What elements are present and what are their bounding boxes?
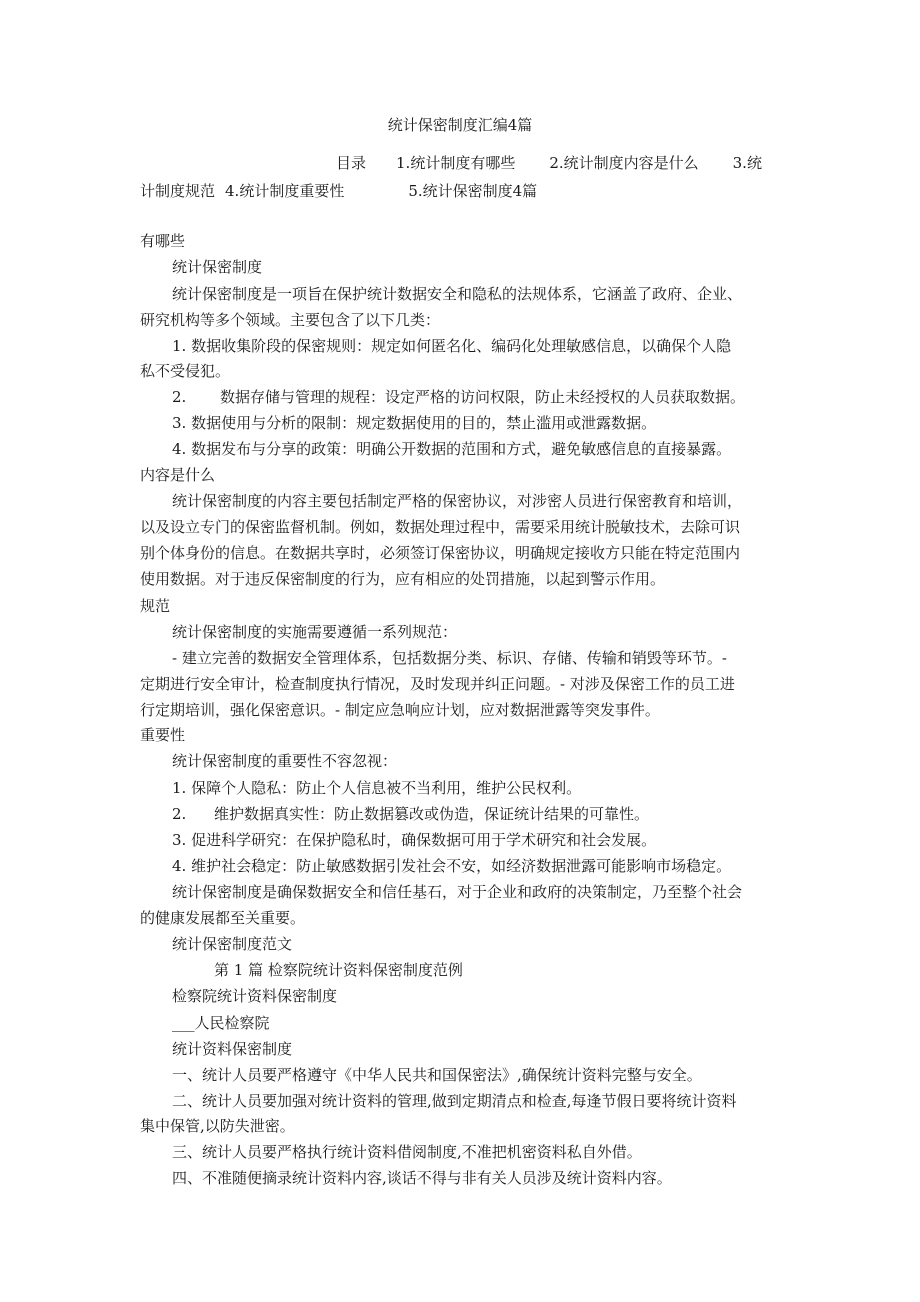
rule-item-cont: 集中保管,以防失泄密。 <box>140 1117 295 1135</box>
section-heading: 规范 <box>140 597 171 615</box>
section-heading: 统计保密制度范文 <box>172 935 293 953</box>
paragraph-line: 统计保密制度是一项旨在保护统计数据安全和隐私的法规体系，它涵盖了政府、企业、 <box>172 285 743 303</box>
section-heading: 有哪些 <box>140 232 186 250</box>
rule-item: 二、统计人员要加强对统计资料的管理,做到定期清点和检查,每逢节假日要将统计资料 <box>172 1092 737 1110</box>
paragraph-line: 定期进行安全审计，检查制度执行情况，及时发现并纠正问题。- 对涉及保密工作的员工进 <box>140 675 735 693</box>
list-item: 数据存储与管理的规程：设定严格的访问权限，防止未经授权的人员获取数据。 <box>220 388 746 406</box>
toc-label: 目录 <box>336 154 367 172</box>
list-item: 1. 保障个人隐私：防止个人信息被不当利用，维护公民权利。 <box>172 779 582 797</box>
list-item: 维护数据真实性：防止数据篡改或伪造，保证统计结果的可靠性。 <box>214 805 650 823</box>
rule-item: 三、统计人员要严格执行统计资料借阅制度,不准把机密资料私自外借。 <box>172 1143 642 1161</box>
list-item: 4. 维护社会稳定：防止敏感数据引发社会不安，如经济数据泄露可能影响市场稳定。 <box>172 857 732 875</box>
paragraph-line: 统计保密制度的实施需要遵循一系列规范： <box>172 623 458 641</box>
toc-item-5[interactable]: 5.统计保密制度4篇 <box>408 182 538 200</box>
toc-line-1 <box>336 153 762 173</box>
list-item: 4. 数据发布与分享的政策：明确公开数据的范围和方式，避免敏感信息的直接暴露。 <box>172 440 732 458</box>
paragraph-line: 别个体身份的信息。在数据共享时，必须签订保密协议，明确规定接收方只能在特定范围内 <box>140 544 741 562</box>
rule-item: 四、不准随便摘录统计资料内容,谈话不得与非有关人员涉及统计资料内容。 <box>172 1169 672 1187</box>
toc-line-2 <box>140 181 537 201</box>
paragraph-line: 统计保密制度的内容主要包括制定严格的保密协议，对涉密人员进行保密教育和培训， <box>172 492 743 510</box>
toc-item-3-cont[interactable]: 计制度规范 <box>140 182 216 200</box>
section-subheading: 统计保密制度 <box>172 258 263 276</box>
paragraph-line: - 建立完善的数据安全管理体系，包括数据分类、标识、存储、传输和销毁等环节。- <box>172 649 727 667</box>
rules-title: 统计资料保密制度 <box>172 1040 293 1058</box>
paragraph-line: 的健康发展都至关重要。 <box>140 909 306 927</box>
toc-item-3[interactable]: 3.统 <box>732 154 762 172</box>
list-item: 3. 数据使用与分析的限制：规定数据使用的目的，禁止滥用或泄露数据。 <box>172 414 657 432</box>
list-item-cont: 私不受侵犯。 <box>140 362 231 380</box>
list-item-number: 2. <box>172 388 187 406</box>
paragraph-line: 统计保密制度的重要性不容忽视： <box>172 752 398 770</box>
paragraph-line: 以及设立专门的保密监督机制。例如，数据处理过程中，需要采用统计脱敏技术，去除可识 <box>140 518 741 536</box>
toc-item-4[interactable]: 4.统计制度重要性 <box>225 182 345 200</box>
doc-title: 检察院统计资料保密制度 <box>172 987 338 1005</box>
rule-item: 一、统计人员要严格遵守《中华人民共和国保密法》,确保统计资料完整与安全。 <box>172 1066 702 1084</box>
toc-item-1[interactable]: 1.统计制度有哪些 <box>396 154 516 172</box>
page-title: 统计保密制度汇编4篇 <box>387 116 533 134</box>
paragraph-line: 使用数据。对于违反保密制度的行为，应有相应的处罚措施，以起到警示作用。 <box>140 570 666 588</box>
list-item: 3. 促进科学研究：在保护隐私时，确保数据可用于学术研究和社会发展。 <box>172 831 657 849</box>
list-item: 1. 数据收集阶段的保密规则：规定如何匿名化、编码化处理敏感信息，以确保个人隐 <box>172 337 732 355</box>
toc-item-2[interactable]: 2.统计制度内容是什么 <box>549 154 699 172</box>
part-title: 第 1 篇 检察院统计资料保密制度范例 <box>214 961 463 979</box>
paragraph-line: 研究机构等多个领域。主要包含了以下几类： <box>140 311 441 329</box>
org-name: ___人民检察院 <box>172 1014 270 1032</box>
paragraph-line: 行定期培训，强化保密意识。- 制定应急响应计划，应对数据泄露等突发事件。 <box>140 701 660 719</box>
list-item-number: 2. <box>172 805 187 823</box>
paragraph-line: 统计保密制度是确保数据安全和信任基石，对于企业和政府的决策制定，乃至整个社会 <box>172 883 743 901</box>
section-heading: 内容是什么 <box>140 466 216 484</box>
section-heading: 重要性 <box>140 726 186 744</box>
